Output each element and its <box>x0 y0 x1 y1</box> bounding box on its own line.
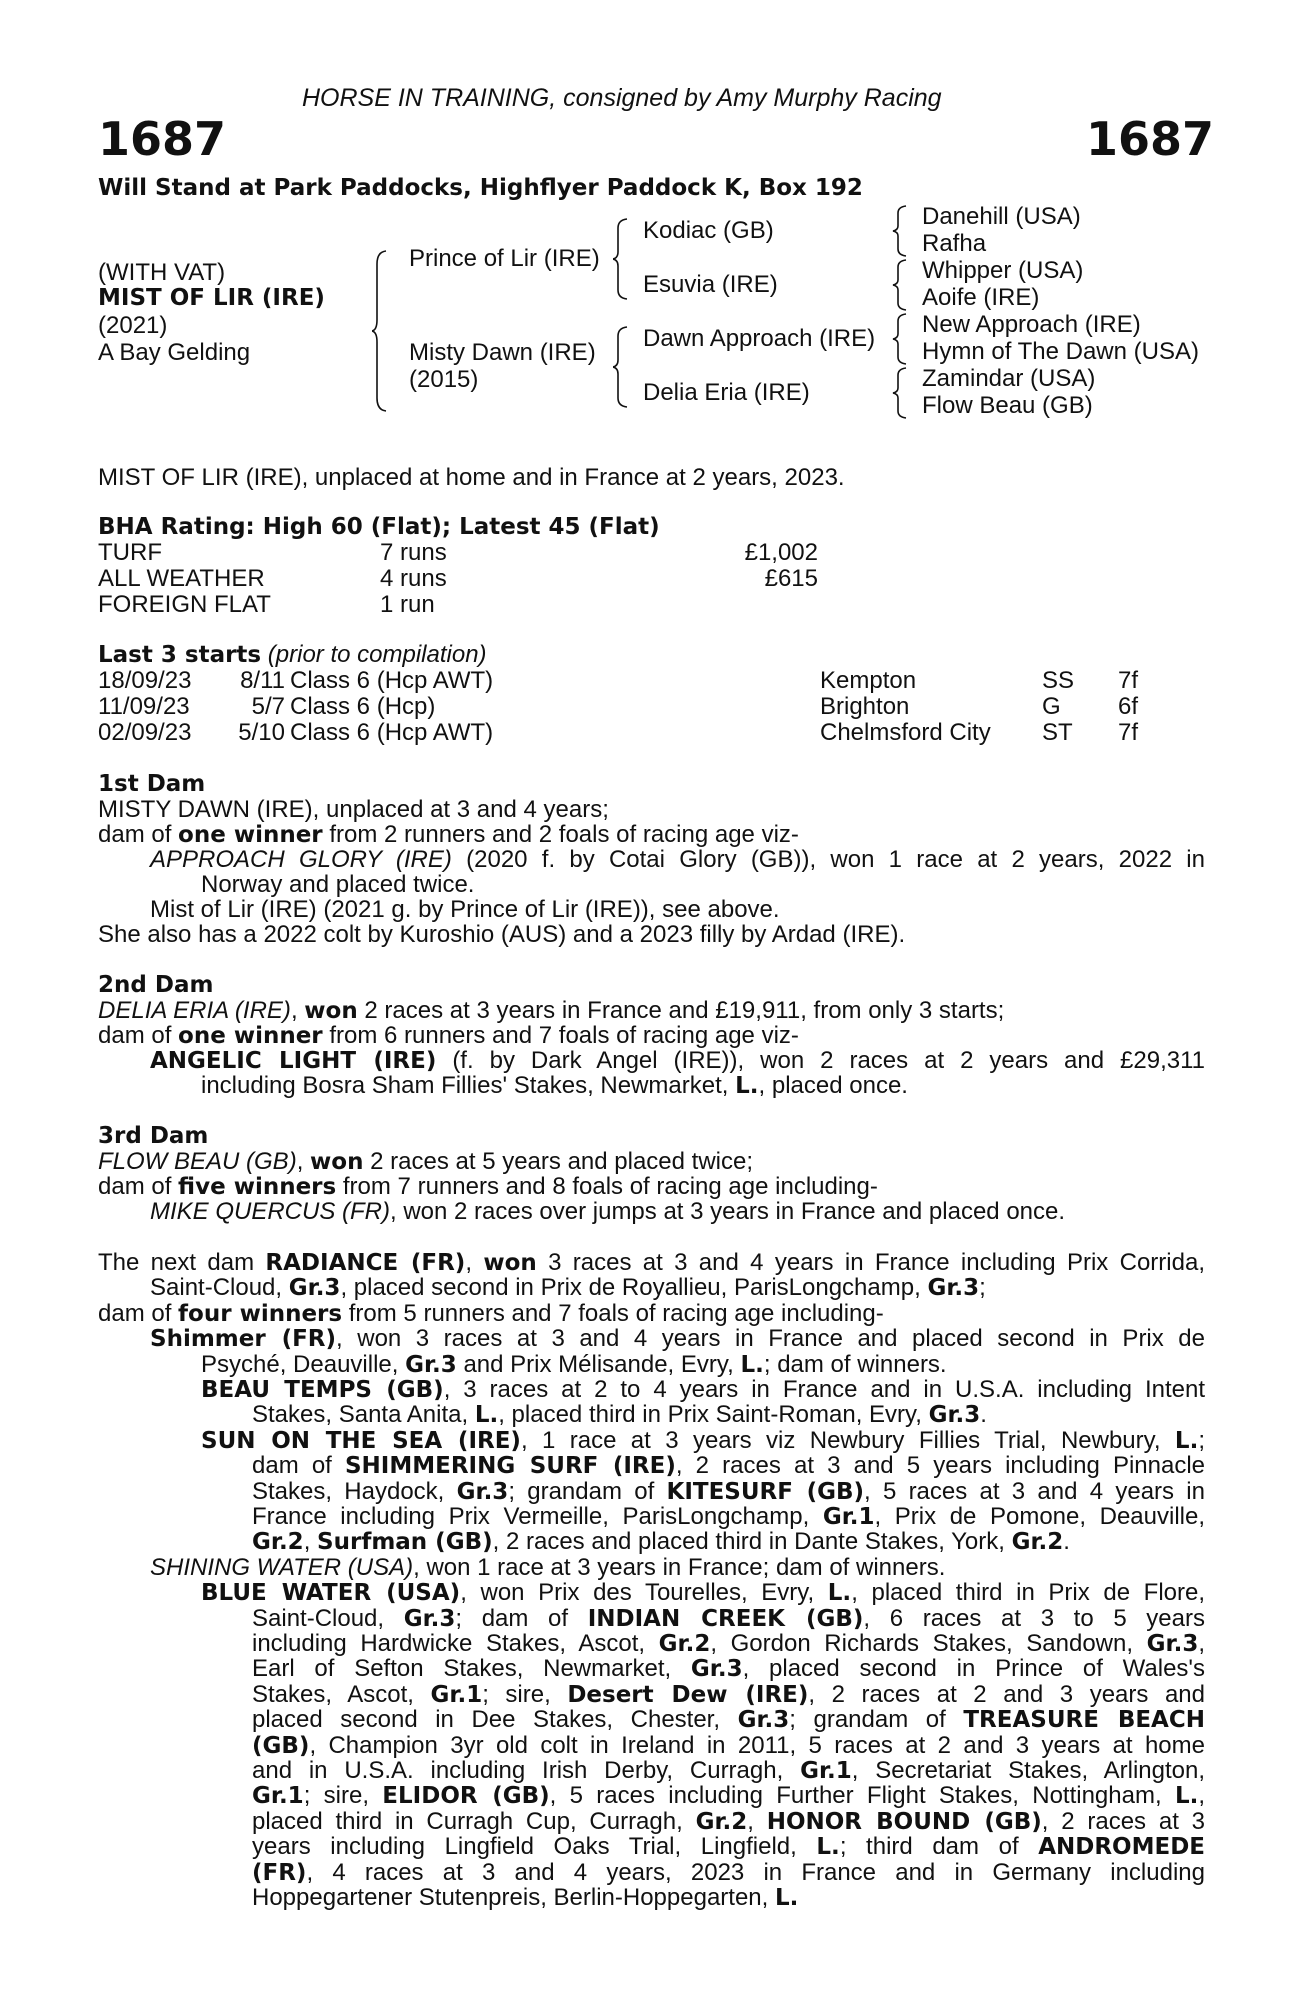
text: from 6 runners and 7 foals of racing age viz- <box>322 1022 799 1049</box>
pedigree-brace-ds <box>892 313 908 365</box>
pedigree-g-sss: Danehill (USA) <box>922 203 1081 230</box>
first-dam-line-3 <box>150 847 1205 873</box>
text: , Prix de Pomone, Deauville, <box>874 1503 1206 1530</box>
next-dam-line <box>98 1250 1205 1277</box>
lot-number-left: 1687 <box>98 112 227 166</box>
text: , <box>1198 1630 1206 1657</box>
text-bold: HONOR BOUND (GB) <box>766 1808 1042 1835</box>
bha-rating-title: BHA Rating: High 60 (Flat); Latest 45 (Flat) <box>98 514 660 540</box>
third-dam-line-3 <box>150 1199 1065 1224</box>
start-position: 5/10 <box>238 719 285 746</box>
last-starts-title: Last 3 starts <box>98 642 262 668</box>
pedigree-brace-sd <box>892 259 908 311</box>
next-dam-line <box>252 1809 1205 1836</box>
next-dam-line <box>201 1580 1205 1607</box>
text: Earl of Sefton Stakes, Newmarket, <box>252 1655 691 1683</box>
pedigree-g-sds: Whipper (USA) <box>922 257 1084 284</box>
start-course: Kempton <box>820 667 917 694</box>
start-distance: 7f <box>1118 667 1139 694</box>
text-bold: four winners <box>178 1300 343 1327</box>
next-dam-line <box>252 1682 1205 1709</box>
text: , 3 races at 2 to 4 years in France and in U.S.A. including Intent <box>443 1376 1205 1403</box>
pedigree-dam-sire: Dawn Approach (IRE) <box>643 325 876 352</box>
text-bold: won <box>483 1250 537 1276</box>
pedigree-brace-sire <box>613 218 629 300</box>
text: 2 races at 5 years and placed twice; <box>363 1148 754 1175</box>
text: and Prix Mélisande, Evry, <box>456 1350 741 1378</box>
text-bold: Gr.2 <box>252 1529 304 1556</box>
text: , <box>296 1148 311 1175</box>
text: The next dam <box>98 1249 266 1276</box>
vat-label: (WITH VAT) <box>98 259 226 286</box>
text: , Champion 3yr old colt in Ireland in 2011, 5 races at 2 and 3 years at home <box>309 1731 1205 1759</box>
text-bold: one winner <box>178 1023 323 1049</box>
horse-description: A Bay Gelding <box>98 339 251 366</box>
next-dam-line <box>252 1504 1205 1531</box>
text: 2 races at 3 years in France and £19,911, from only 3 starts; <box>357 997 1005 1024</box>
text-bold: TREASURE BEACH <box>963 1707 1205 1734</box>
start-date: 02/09/23 <box>98 719 192 746</box>
text-bold: Gr.3 <box>405 1351 457 1378</box>
text-bold: Gr.3 <box>928 1402 981 1429</box>
next-dam-line <box>252 1402 987 1429</box>
text-bold: Gr.1 <box>252 1783 304 1810</box>
text: , 2 races at 3 <box>1041 1807 1205 1835</box>
pedigree-g-dsd: Hymn of The Dawn (USA) <box>922 338 1199 365</box>
pedigree-sire-dam: Esuvia (IRE) <box>643 271 778 298</box>
text: ; grandam of <box>789 1706 964 1734</box>
rating-runs: 7 runs <box>380 539 447 566</box>
text-bold: ANDROMEDE <box>1038 1834 1205 1861</box>
last-starts-heading <box>98 642 487 668</box>
text-bold: BLUE WATER (USA) <box>201 1580 461 1607</box>
next-dam-line <box>201 1377 1205 1404</box>
text: , 2 races and placed third in Dante Stakes, York, <box>492 1528 1012 1556</box>
stand-location: Will Stand at Park Paddocks, Highflyer Paddock K, Box 192 <box>98 175 863 201</box>
first-dam-line-6: She also has a 2022 colt by Kuroshio (AUS) and a 2023 filly by Ardad (IRE). <box>98 921 906 948</box>
first-dam-line-2 <box>98 822 799 848</box>
next-dam-line <box>252 1860 1205 1887</box>
text: ; dam of winners. <box>763 1350 947 1378</box>
text: , won Prix des Tourelles, Evry, <box>460 1579 828 1607</box>
text-bold: L. <box>735 1073 759 1099</box>
text: (2020 f. by Cotai Glory (GB)), won 1 race at 2 years, 2022 in <box>451 846 1205 873</box>
next-dam-line <box>252 1834 1205 1861</box>
text: placed second in Dee Stakes, Chester, <box>252 1706 738 1734</box>
text: placed third in Curragh Cup, Curragh, <box>252 1807 696 1835</box>
second-dam-line-4 <box>201 1073 908 1099</box>
text: dam of <box>98 1022 179 1049</box>
text: ; sire, <box>303 1782 383 1810</box>
text-bold: Gr.3 <box>456 1478 509 1505</box>
next-dam-line <box>252 1479 1205 1506</box>
text-bold: Shimmer (FR) <box>150 1326 337 1353</box>
next-dam-line <box>252 1606 1205 1633</box>
next-dam-line <box>252 1656 1205 1683</box>
text: , <box>747 1807 767 1835</box>
pedigree-g-sdd: Aoife (IRE) <box>922 284 1040 311</box>
start-distance: 6f <box>1118 693 1139 720</box>
text-italic: FLOW BEAU (GB) <box>98 1148 297 1175</box>
second-dam-line-3 <box>150 1048 1205 1075</box>
start-date: 11/09/23 <box>98 693 190 720</box>
start-position: 5/7 <box>251 693 285 720</box>
text: Stakes, Ascot, <box>252 1680 431 1708</box>
text: , won 1 race at 3 years in France; dam of winners. <box>413 1553 946 1581</box>
first-dam-line-1: MISTY DAWN (IRE), unplaced at 3 and 4 years; <box>98 796 609 823</box>
text: dam of <box>98 1173 179 1200</box>
rating-surface: FOREIGN FLAT <box>98 591 271 618</box>
text: , 2 races at 2 and 3 years and <box>808 1680 1205 1708</box>
rating-earnings: £615 <box>764 565 818 592</box>
text-bold: INDIAN CREEK (GB) <box>587 1605 864 1632</box>
text: from 7 runners and 8 foals of racing age including- <box>336 1173 878 1200</box>
text-bold: L. <box>827 1580 852 1607</box>
next-dam-line <box>252 1733 1205 1760</box>
text: 3 races at 3 and 4 years in France including Prix Corrida, <box>536 1249 1205 1276</box>
text-bold: RADIANCE (FR) <box>265 1250 466 1276</box>
text: from 5 runners and 7 foals of racing age including- <box>342 1299 884 1327</box>
third-dam-heading: 3rd Dam <box>98 1123 209 1149</box>
text-bold: SHIMMERING SURF (IRE) <box>344 1453 676 1480</box>
text: ; dam of <box>455 1604 588 1632</box>
text-bold: (GB) <box>252 1732 310 1759</box>
text: , <box>290 997 305 1024</box>
next-dam-line <box>150 1555 945 1581</box>
next-dam-line <box>150 1275 986 1302</box>
start-going: SS <box>1042 667 1075 694</box>
text-bold: Gr.3 <box>927 1275 980 1302</box>
text-bold: one winner <box>178 822 323 848</box>
lot-number-right: 1687 <box>1086 112 1215 166</box>
text: , placed third in Prix de Flore, <box>851 1579 1206 1607</box>
text-bold: KITESURF (GB) <box>666 1478 865 1505</box>
second-dam-heading: 2nd Dam <box>98 972 214 998</box>
text-bold: Gr.2 <box>658 1631 711 1657</box>
next-dam-line <box>252 1783 1205 1810</box>
text: Stakes, Haydock, <box>252 1477 457 1505</box>
text-bold: Surfman (GB) <box>317 1529 493 1556</box>
text: , <box>303 1528 318 1556</box>
text: dam of <box>98 1299 179 1327</box>
third-dam-line-1 <box>98 1149 753 1175</box>
text: , 5 races including Further Flight Stakes, Nottingham, <box>549 1782 1175 1810</box>
text: , <box>465 1249 484 1276</box>
start-distance: 7f <box>1118 719 1139 746</box>
text: Saint-Cloud, <box>150 1274 289 1302</box>
second-dam-line-2 <box>98 1023 799 1049</box>
text-bold: (FR) <box>252 1859 307 1886</box>
rating-surface: TURF <box>98 539 162 566</box>
pedigree-brace-dam <box>613 326 629 408</box>
text: dam of <box>252 1452 345 1480</box>
text-bold: Gr.1 <box>800 1758 852 1784</box>
second-dam-line-1 <box>98 998 1004 1024</box>
text-bold: L. <box>1174 1783 1199 1810</box>
text: ; <box>979 1274 986 1302</box>
next-dam-line <box>98 1301 884 1328</box>
text-bold: won <box>304 998 358 1024</box>
text: ; sire, <box>482 1680 568 1708</box>
start-going: ST <box>1042 719 1073 746</box>
text: . <box>980 1401 987 1429</box>
consignor-line: HORSE IN TRAINING, consigned by Amy Murphy Racing <box>302 84 942 112</box>
text-bold: L. <box>1174 1427 1199 1454</box>
text: , 4 races at 3 and 4 years, 2023 in France and in Germany including <box>306 1858 1205 1886</box>
text-bold: Gr.3 <box>288 1275 341 1302</box>
text-bold: L. <box>774 1885 799 1911</box>
next-dam-line <box>252 1885 798 1912</box>
pedigree-sire-sire: Kodiac (GB) <box>643 217 774 244</box>
text-bold: BEAU TEMPS (GB) <box>201 1377 444 1403</box>
start-position: 8/11 <box>240 667 285 694</box>
text: and in U.S.A. including Irish Derby, Curragh, <box>252 1757 801 1784</box>
text: , <box>1198 1782 1206 1810</box>
rating-surface: ALL WEATHER <box>98 565 265 592</box>
start-course: Brighton <box>820 693 910 720</box>
next-dam-line <box>252 1758 1205 1785</box>
text: , 5 races at 3 and 4 years in <box>864 1477 1205 1505</box>
text: , Secretariat Stakes, Arlington, <box>851 1757 1206 1784</box>
third-dam-line-2 <box>98 1174 878 1200</box>
text-bold: L. <box>740 1351 764 1378</box>
text-bold: Gr.3 <box>690 1656 743 1683</box>
text: , placed second in Prix de Royallieu, ParisLongchamp, <box>340 1274 928 1302</box>
next-dam-line <box>150 1326 1205 1353</box>
text: . <box>1063 1528 1070 1556</box>
pedigree-brace-dd <box>892 367 908 419</box>
text: from 2 runners and 2 foals of racing age viz- <box>322 821 799 848</box>
text: , won 2 races over jumps at 3 years in France and placed once. <box>390 1198 1066 1225</box>
text: , won 3 races at 3 and 4 years in France and placed second in Prix de <box>336 1325 1205 1353</box>
text: (f. by Dark Angel (IRE)), won 2 races at 2 years and £29,311 <box>436 1047 1205 1074</box>
text-bold: Gr.2 <box>695 1808 748 1835</box>
text: , Gordon Richards Stakes, Sandown, <box>710 1630 1147 1657</box>
text-italic: MIKE QUERCUS (FR) <box>150 1198 390 1225</box>
pedigree-dam-dam: Delia Eria (IRE) <box>643 379 810 406</box>
next-dam-line <box>201 1352 947 1379</box>
text: , placed third in Prix Saint-Roman, Evry, <box>498 1401 929 1429</box>
text-bold: Gr.1 <box>430 1681 483 1708</box>
text: , placed once. <box>758 1072 908 1099</box>
next-dam-line <box>252 1453 1205 1480</box>
horse-name: MIST OF LIR (IRE) <box>98 285 325 311</box>
pedigree-g-ssd: Rafha <box>922 230 987 257</box>
pedigree-dam-year: (2015) <box>409 366 479 393</box>
text: Psyché, Deauville, <box>201 1350 406 1378</box>
pedigree-g-dds: Zamindar (USA) <box>922 365 1096 392</box>
text-bold: won <box>310 1149 364 1175</box>
text-italic: SHINING WATER (USA) <box>150 1553 414 1581</box>
text: , 1 race at 3 years viz Newbury Fillies Trial, Newbury, <box>520 1426 1175 1454</box>
text: dam of <box>98 821 179 848</box>
start-course: Chelmsford City <box>820 719 991 746</box>
pedigree-g-ddd: Flow Beau (GB) <box>922 392 1093 419</box>
start-going: G <box>1042 693 1061 720</box>
next-dam-line <box>201 1428 1205 1455</box>
text: France including Prix Vermeille, ParisLongchamp, <box>252 1503 823 1530</box>
text-bold: Desert Dew (IRE) <box>567 1681 809 1708</box>
pedigree-brace-main <box>372 250 388 412</box>
text: Stakes, Santa Anita, <box>252 1401 475 1429</box>
text: including Hardwicke Stakes, Ascot, <box>252 1630 659 1657</box>
text-bold: Gr.2 <box>1011 1529 1064 1556</box>
start-class: Class 6 (Hcp AWT) <box>290 719 494 746</box>
text: ; grandam of <box>508 1477 667 1505</box>
text: ; third dam of <box>839 1833 1039 1861</box>
start-class: Class 6 (Hcp) <box>290 693 436 720</box>
pedigree-g-dss: New Approach (IRE) <box>922 311 1141 338</box>
text-bold: ANGELIC LIGHT (IRE) <box>150 1048 437 1074</box>
first-dam-line-4: Norway and placed twice. <box>201 871 475 898</box>
text-bold: Gr.3 <box>737 1707 790 1734</box>
first-dam-heading: 1st Dam <box>98 771 206 797</box>
text-bold: L. <box>816 1834 840 1861</box>
text-italic: APPROACH GLORY (IRE) <box>150 846 452 873</box>
text-italic: DELIA ERIA (IRE) <box>98 997 291 1024</box>
last-starts-subtitle: (prior to compilation) <box>267 641 487 668</box>
rating-runs: 1 run <box>380 591 435 618</box>
next-dam-line <box>252 1631 1205 1658</box>
text-bold: Gr.1 <box>822 1504 875 1530</box>
first-dam-line-5: Mist of Lir (IRE) (2021 g. by Prince of Lir (IRE)), see above. <box>150 896 780 923</box>
text-bold: ELIDOR (GB) <box>382 1783 550 1810</box>
pedigree-dam: Misty Dawn (IRE) <box>409 339 596 366</box>
text: Hoppegartener Stutenpreis, Berlin-Hoppegarten, <box>252 1884 775 1911</box>
text-bold: five winners <box>178 1174 337 1200</box>
text: , 2 races at 3 and 5 years including Pinnacle <box>675 1452 1206 1480</box>
text-bold: SUN ON THE SEA (IRE) <box>201 1427 521 1454</box>
rating-runs: 4 runs <box>380 565 447 592</box>
text: , 6 races at 3 to 5 years <box>863 1604 1205 1632</box>
text: ; <box>1198 1426 1205 1454</box>
text-bold: Gr.3 <box>403 1605 456 1632</box>
text-bold: L. <box>474 1402 499 1429</box>
race-summary: MIST OF LIR (IRE), unplaced at home and in France at 2 years, 2023. <box>98 464 845 491</box>
horse-year: (2021) <box>98 312 168 339</box>
pedigree-brace-ss <box>892 205 908 257</box>
start-date: 18/09/23 <box>98 667 192 694</box>
start-class: Class 6 (Hcp AWT) <box>290 667 494 694</box>
text-bold: Gr.3 <box>1146 1631 1199 1657</box>
text: , placed second in Prince of Wales's <box>742 1655 1205 1683</box>
next-dam-line <box>252 1529 1070 1556</box>
rating-earnings: £1,002 <box>744 539 818 566</box>
text: Saint-Cloud, <box>252 1604 404 1632</box>
pedigree-sire: Prince of Lir (IRE) <box>409 245 600 272</box>
text: including Bosra Sham Fillies' Stakes, Newmarket, <box>201 1072 736 1099</box>
text: years including Lingfield Oaks Trial, Lingfield, <box>252 1833 817 1861</box>
next-dam-line <box>252 1707 1205 1734</box>
